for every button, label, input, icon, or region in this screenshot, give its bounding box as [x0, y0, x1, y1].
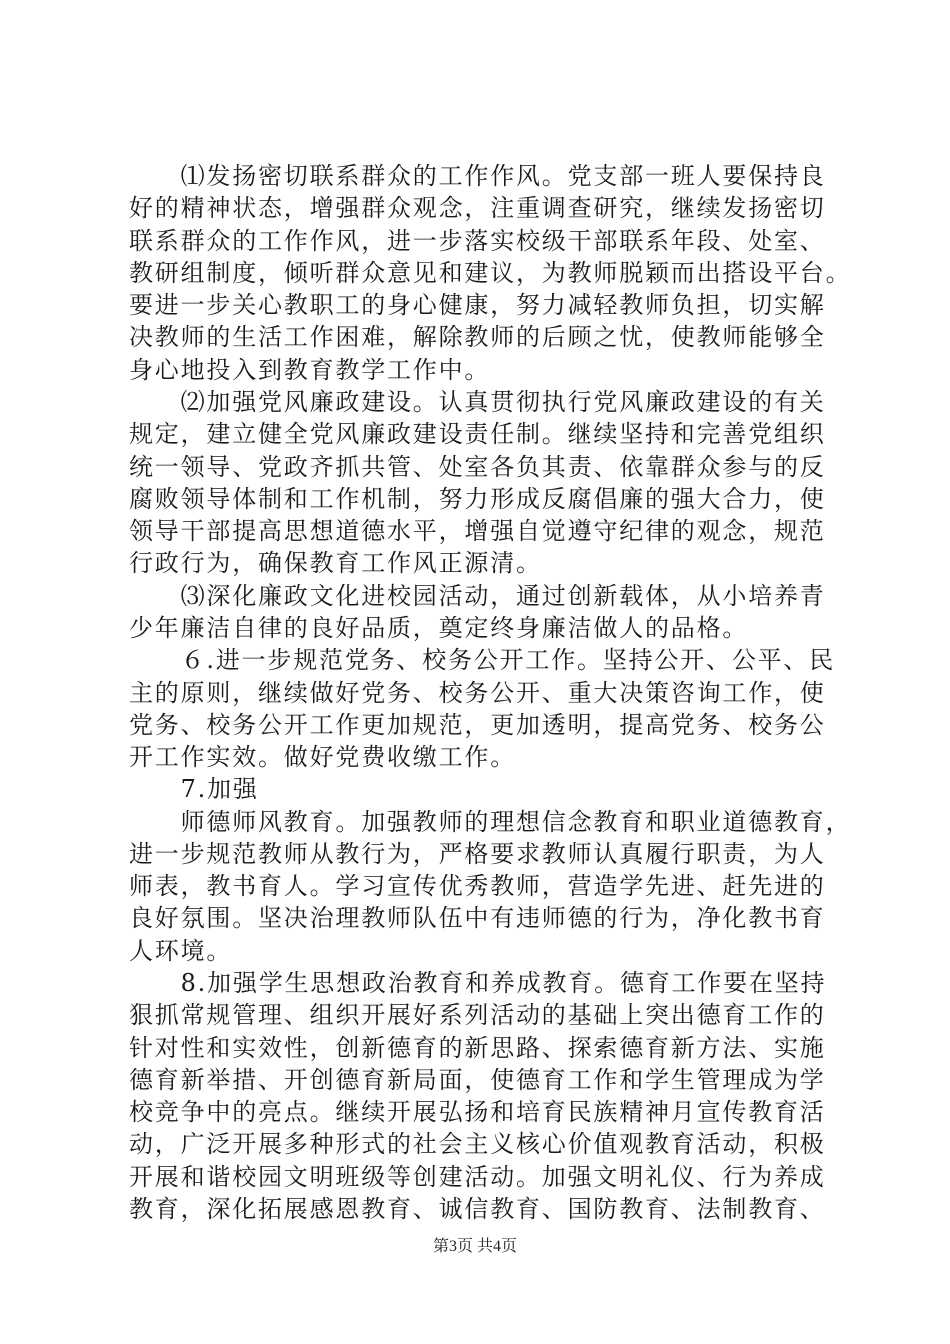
- text-line: 狠抓常规管理、组织开展好系列活动的基础上突出德育工作的: [129, 1001, 826, 1030]
- text-line: 好的精神状态，增强群众观念，注重调查研究，继续发扬密切: [129, 194, 826, 223]
- text-line: ６.进一步规范党务、校务公开工作。坚持公开、公平、民: [129, 646, 836, 675]
- text-line: ⑶深化廉政文化进校园活动，通过创新载体，从小培养青: [129, 581, 826, 610]
- text-line: 统一领导、党政齐抓共管、处室各负其责、依靠群众参与的反: [129, 452, 826, 481]
- text-line: 德育新举措、开创德育新局面，使德育工作和学生管理成为学: [129, 1065, 826, 1094]
- text-line: 教育，深化拓展感恩教育、诚信教育、国防教育、法制教育、: [129, 1195, 826, 1223]
- text-line: 腐败领导体制和工作机制，努力形成反腐倡廉的强大合力，使: [129, 484, 826, 513]
- text-line: 校竞争中的亮点。继续开展弘扬和培育民族精神月宣传教育活: [129, 1098, 826, 1127]
- page-number: 第3页 共4页: [432, 1238, 517, 1255]
- text-line: 少年廉洁自律的良好品质，奠定终身廉洁做人的品格。: [129, 613, 749, 642]
- text-line: 进一步规范教师从教行为，严格要求教师认真履行职责，为人: [129, 839, 826, 868]
- text-line: 教研组制度，倾听群众意见和建议，为教师脱颖而出搭设平台。: [129, 258, 852, 287]
- text-line: 要进一步关心教职工的身心健康，努力减轻教师负担，切实解: [129, 291, 826, 320]
- text-line: 师表，教书育人。学习宣传优秀教师，营造学先进、赶先进的: [129, 872, 826, 901]
- text-line: 动，广泛开展多种形式的社会主义核心价值观教育活动，积极: [129, 1130, 826, 1159]
- text-line: ⑴发扬密切联系群众的工作作风。党支部一班人要保持良: [129, 162, 826, 190]
- text-line: ⑵加强党风廉政建设。认真贯彻执行党风廉政建设的有关: [129, 387, 826, 416]
- text-line: 领导干部提高思想道德水平，增强自觉遵守纪律的观念，规范: [129, 517, 826, 546]
- text-line: 7.加强: [129, 775, 259, 804]
- text-line: 决教师的生活工作困难，解除教师的后顾之忧，使教师能够全: [129, 323, 826, 352]
- text-line: 8.加强学生思想政治教育和养成教育。德育工作要在坚持: [129, 969, 827, 998]
- text-line: 师德师风教育。加强教师的理想信念教育和职业道德教育，: [129, 807, 852, 836]
- text-line: 开展和谐校园文明班级等创建活动。加强文明礼仪、行为养成: [129, 1162, 826, 1191]
- text-line: 主的原则，继续做好党务、校务公开、重大决策咨询工作，使: [129, 678, 826, 707]
- text-line: 规定，建立健全党风廉政建设责任制。继续坚持和完善党组织: [129, 420, 826, 449]
- text-line: 身心地投入到教育教学工作中。: [129, 355, 491, 384]
- text-line: 良好氛围。坚决治理教师队伍中有违师德的行为，净化教书育: [129, 904, 826, 933]
- text-line: 联系群众的工作作风，进一步落实校级干部联系年段、处室、: [129, 226, 826, 255]
- text-line: 针对性和实效性，创新德育的新思路、探索德育新方法、实施: [129, 1033, 826, 1062]
- text-line: 开工作实效。做好党费收缴工作。: [129, 743, 516, 772]
- text-line: 人环境。: [129, 936, 233, 965]
- text-line: 党务、校务公开工作更加规范，更加透明，提高党务、校务公: [129, 710, 826, 739]
- text-line: 行政行为，确保教育工作风正源清。: [129, 549, 542, 578]
